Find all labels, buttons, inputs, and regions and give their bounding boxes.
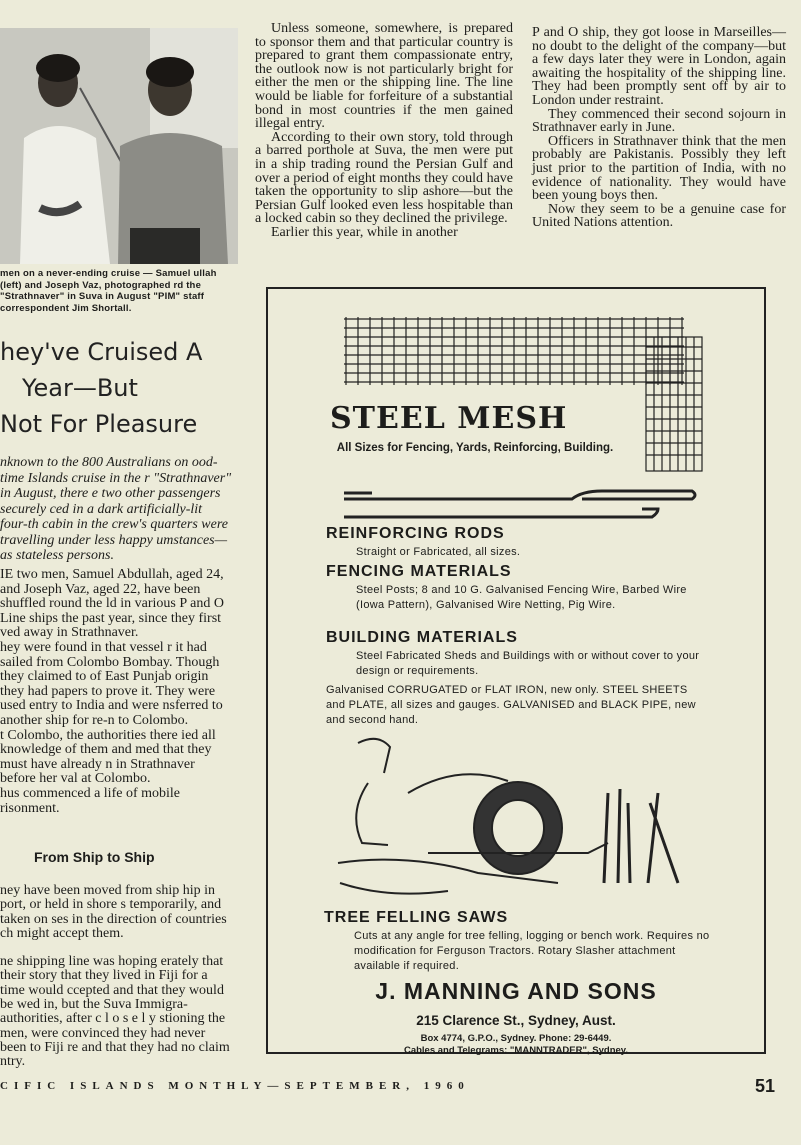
building-materials-body: Steel Fabricated Sheds and Buildings with or without cover to your design or requirements. — [356, 650, 700, 677]
article-column-2 — [255, 22, 513, 240]
paragraph: hus commenced a life of mobile risonment. — [0, 785, 180, 816]
paragraph: P and O ship, they got loose in Marseilles—no doubt to the delight of the company—but a few days later they were in London, again awaiting the hospitality of the shipping line. They had been promptly sent off by air to London under restraint. — [532, 25, 786, 108]
paragraph: According to their own story, told through a barred porthole at Suva, the men were put in a ship trading round the Persian Gulf and over a period of eight months they could have taken the opportunity to slip ashore—but the Persian Gulf looked even less hospitable than a locked cabin so they declined the privilege. — [255, 129, 513, 227]
contact-cables: Cables and Telegrams: "MANNTRADER", Sydney. — [403, 1045, 629, 1056]
reinforcing-rods-body: Straight or Fabricated, all sizes. — [356, 546, 521, 558]
article-column-1-continued — [0, 870, 232, 1084]
steel-mesh-title: STEEL MESH — [330, 401, 568, 436]
paragraph: ne shipping line was hoping erately that their story that they lived in Fiji for a time would ccepted and that they would be wed in, but the Suva Immigra- authorities, after c l o s e l y stioning the men, were convinced they had never been to Fiji re and that they had no claim ntry. — [0, 954, 230, 1070]
paragraph: IE two men, Samuel Abdullah, aged 24, and Joseph Vaz, aged 22, have been shuffled round the ld in various P and O Line ships the past year, since they first ved away in Strathnaver. — [0, 567, 224, 641]
photo-caption: men on a never-ending cruise — Samuel ullah (left) and Joseph Vaz, photographed rd the "Strathnaver" in Suva in August "PIM" staff correspondent Jim Shortall. — [0, 268, 217, 314]
tree-felling-saws-heading: TREE FELLING SAWS — [324, 909, 509, 926]
paragraph: Officers in Strathnaver think that the men probably are Pakistanis. Possibly they left just prior to the partition of India, with no evidence of nationality. They would have been young boys then. — [532, 133, 786, 204]
company-name: J. MANNING AND SONS — [375, 978, 657, 1004]
headline-line-1: hey've Cruised A — [0, 338, 203, 366]
company-address: 215 Clarence St., Sydney, Aust. — [416, 1013, 616, 1028]
company-contact — [268, 1033, 764, 1057]
paragraph: Earlier this year, while in another — [271, 224, 458, 240]
article-column-1 — [0, 568, 232, 816]
advertisement-box — [266, 287, 766, 1054]
building-materials-heading: BUILDING MATERIALS — [326, 629, 518, 646]
page-footer: CIFIC ISLANDS MONTHLY—SEPTEMBER, 1960 — [0, 1080, 470, 1092]
steel-mesh-subtitle: All Sizes for Fencing, Yards, Reinforcing, Building. — [336, 442, 614, 454]
iron-pipe-text: Galvanised CORRUGATED or FLAT IRON, new only. STEEL SHEETS and PLATE, all sizes and gauges. GALVANISED and BLACK PIPE, new and second hand. — [326, 684, 696, 726]
photo-two-men — [0, 28, 238, 264]
paragraph: Unless someone, somewhere, is prepared to sponsor them and that particular country is prepared to grant them compassionate entry, the outlook now is not particularly bright for either the men or the shipping line. The line would be liable for forfeiture of a substantial bond in most countries if the men gained illegal entry. — [255, 21, 513, 132]
paragraph: hey were found in that vessel r it had sailed from Colombo Bombay. Though they claimed to of East Punjab origin they had papers to prove it. They were used entry to India and were nsferred to another ship for re-n to Colombo. — [0, 639, 223, 728]
paragraph: ney have been moved from ship hip in port, or held in shore s temporarily, and taken on ses in the direction of countries ch might accept them. — [0, 883, 227, 941]
subheading: From Ship to Ship — [34, 849, 155, 865]
headline-line-3: Not For Pleasure — [0, 410, 198, 438]
paragraph: Now they seem to be a genuine case for United Nations attention. — [532, 201, 786, 231]
article-column-3 — [532, 26, 786, 230]
tree-felling-saws-body: Cuts at any angle for tree felling, logging or bench work. Requires no modification for Ferguson Tractors. Rotary Slasher attachment available if required. — [354, 930, 710, 972]
article-intro: nknown to the 800 Australians on ood-time Islands cruise in the r "Strathnaver" in August, there e two other passengers securely ced in a dark artificially-lit four-th cabin in the crew's quarters were travelling under less happy umstances—as stateless persons. — [0, 455, 232, 563]
paragraph: t Colombo, the authorities there ied all knowledge of them and med that they must have already n in Strathnaver before her val at Colombo. — [0, 727, 216, 787]
paragraph: They commenced their second sojourn in Strathnaver early in June. — [532, 106, 786, 136]
fencing-materials-body: Steel Posts; 8 and 10 G. Galvanised Fencing Wire, Barbed Wire (Iowa Pattern), Galvanised Wire Netting, Pig Wire. — [356, 584, 687, 611]
contact-phone: Box 4774, G.P.O., Sydney. Phone: 29-6449. — [420, 1033, 612, 1044]
article-headline — [0, 334, 240, 442]
page-number: 51 — [755, 1076, 776, 1096]
fencing-materials-heading: FENCING MATERIALS — [326, 563, 512, 580]
reinforcing-rods-heading: REINFORCING RODS — [326, 525, 505, 542]
headline-line-2: Year—But — [22, 374, 138, 402]
tractor-saw-illustration — [328, 733, 708, 903]
rods-illustration — [342, 485, 712, 525]
